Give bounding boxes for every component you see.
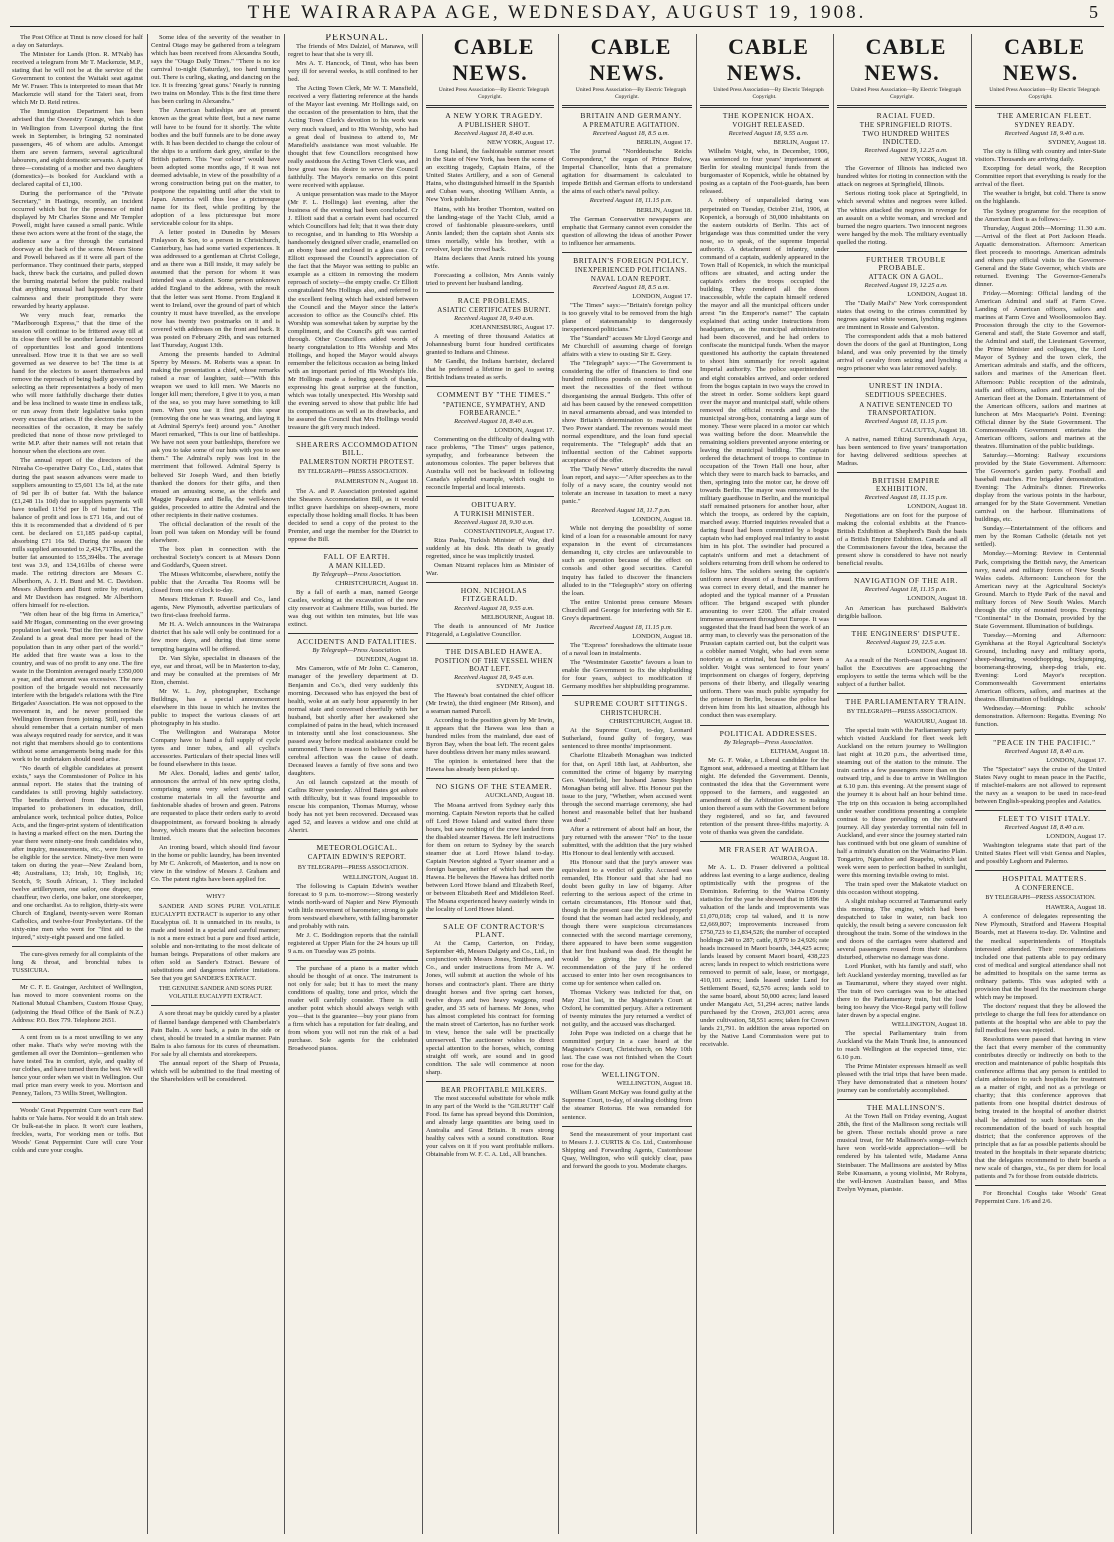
paragraph: Messrs Hickman F. Russell and Co., land agents, New Plymouth, advertise particulars of two first-class freehold farms.	[151, 596, 280, 620]
advertisement: Mr C. F. E. Grainger, Architect of Wellington, has moved to more convenient rooms on the National Mutual Chambers, Custom House Quay, (adjoining the Head Office of the Bank of N.Z.) Address: P.O. Box 779. Telephone 2651.	[12, 984, 143, 1024]
paragraph: His Honour said that the jury's answer was equivalent to a verdict of guilty. Accused was remanded, His Honour said that she had no doubt been guilty in law of bigamy. After referring to the serious aspect of the crime in certain circumstances, His Honour said that, though in the present case the jury had properly found that the woman had acted recklessly, and though there were suspicious circumstances connected with the second marriage ceremony, there appeared to have been some suggestion that her first husband was dead. He thought he would be giving the effect to the recommendation of the jury if he ordered accused to enter into her own recognisances to come up for sentence when called on.	[562, 859, 692, 987]
dateline: NEW YORK, August 17.	[487, 139, 554, 147]
cable-news-banner: CABLE NEWS.	[726, 34, 809, 85]
paragraph: Commenting on the difficulty of dealing with race problems, "The Times" urges patience, sympathy, and forbearance between the autonomous colonies. The paper believes that Australia will not be backward in following Canada's splendid example, which ought to reconcile Imperial and local interests.	[426, 435, 554, 491]
column-8	[975, 34, 1106, 1534]
headline: FLEET TO VISIT ITALY.	[998, 813, 1091, 823]
paragraph: Wilhelm Voight, who, in December, 1906, was sentenced to four years' imprisonment at Berlin for stealing municipal funds from the burgomaster of Kopenick, while he obtained by posing as a captain of the Foot-guards, has been released.	[700, 148, 829, 196]
divider	[12, 946, 143, 947]
ad-heading: WHY?	[206, 892, 225, 900]
headline: RACE PROBLEMS.	[457, 295, 531, 305]
divider	[562, 1126, 692, 1127]
headline: SHEARERS ACCOMMODATION BILL.	[296, 440, 418, 458]
received-line: Received August 18, 11.15 p.m.	[864, 417, 948, 425]
subheadline: "PATIENCE, SYMPATHY, AND FORBEARANCE."	[442, 400, 546, 417]
dateline: WAIROA, August 18.	[770, 855, 829, 863]
dateline: WELLINGTON, August 18.	[616, 1080, 692, 1088]
ad-heading: BEAR PROFITABLE MILKERS.	[440, 1086, 548, 1095]
headline: POLITICAL ADDRESSES.	[719, 728, 818, 738]
dateline: LONDON, August 18.	[907, 290, 967, 298]
column-2	[151, 34, 280, 1534]
paragraph: A conference of delegates representing the New Plymouth, Stratford and Hawera Hospital Boards, met at Hawera to-day. Dr. Valintine and the medical superintendents of Hospitals interested attended. Their recommendations included one that patients able to pay ordinary cost of medical and surgical attendance shall not be admitted to hospitals on the same terms as ordinary patients. This was adopted with a provision that the board fix the maximum charge which may be imposed.	[975, 913, 1106, 1001]
press-association-note: United Press Association—By Electric Telegraph Copyright.	[438, 87, 550, 100]
paragraph: While not denying the possibility of some kind of a loan for a reasonable amount for navy expansion in the event of circumstances demanding it, city circles are unfavourable to such an operation because of the effect on consols and other good securities. Careful inquiry has failed to discover the financiers alluded to in the "Telegraph's" story on offering the loan.	[562, 525, 692, 597]
paragraph: The Post Office at Tinui is now closed for half a day on Saturdays.	[12, 34, 143, 50]
received-line: Received August 18, 8.5 a.m.	[592, 130, 670, 138]
paragraph: Forecasting a collision, Mrs Annis vainly tried to prevent her husband landing.	[426, 271, 554, 287]
received-line: Received August 18, 8.40 a.m.	[1004, 823, 1085, 831]
paragraph: The "Express" foreshadows the ultimate issue of a naval loan in instalments.	[562, 641, 692, 657]
headline: SUPREME COURT SITTINGS.	[574, 699, 688, 709]
paragraph: The city is filling with country and inter-State visitors. Thousands are arriving daily.	[975, 148, 1106, 164]
received-line: Received August 18, 11.15 p.m.	[589, 197, 673, 205]
advertisement: Send the measurement of your important cast to Messrs J. J. CURTIS & Co. Ltd., Customhouse Shipping and Forwarding Agents, Customhouse Quay, Wellington, who will quickly clear, pass and forward the goods to you. Moderate charges.	[562, 1130, 692, 1170]
advertisement: Woods' Great Peppermint Cure won't cure Bad habits or Yale hams. Nor would it do an Irish stew. Or bulk-eat-the in place. It won't cure leathers, freckles, warts, For working men or toffs. But Woods' Great Peppermint Cure will cure Your colds and cure your coughs.	[12, 1107, 143, 1155]
byline: By Telegraph—Press Association.	[723, 738, 814, 746]
paragraph: The Misses Whitcombe, elsewhere, notify the public that the Arcadia Tea Rooms will be closed from one o'clock to-day.	[151, 571, 280, 595]
paragraph: The correspondent adds that a mob battered down the doors of the gaol at Huntington, Long Island, and was only prevented by the timely arrival of cavalry from seizing and lynching a negro prisoner who was later removed safely.	[837, 333, 967, 373]
paragraph: At the Town Hall on Friday evening, August 28th, the first of the Mallinson song recitals will be given. These recitals should prove a rare musical treat, for Mr Mallinson's songs—which have won world-wide appreciation—will be rendered by his talented wife, Madame Anna Steinbauer. The Mallinsons are assisted by Miss Rebe Kussmann, a young violinist, Mr Robyns, the well-known Australian basso, and Miss Evelyn Wyman, pianiste.	[837, 1113, 967, 1193]
subheadline: ASIATIC CERTIFICATES BURNT.	[437, 306, 551, 315]
paragraph: Mrs A. T. Hancock, of Tinui, who has been very ill for several weeks, is still confined to her bed.	[288, 60, 418, 84]
paragraph: The death is announced of Mr Justice Fitzgerald, a Legislative Councillor.	[426, 622, 554, 638]
paragraph: The special Parliamentary train from Auckland via the Main Trunk line, is announced to reach Wellington at the expected time, viz: 6.10 p.m.	[837, 1029, 967, 1061]
divider	[562, 695, 692, 696]
dateline: CALCUTTA, August 18.	[900, 426, 967, 434]
headline: COMMENT BY "THE TIMES."	[437, 390, 551, 400]
divider	[975, 870, 1106, 871]
divider	[288, 839, 418, 840]
byline: BY TELEGRAPH—PRESS ASSOCIATION.	[985, 895, 1096, 902]
headline: SALE OF CONTRACTOR'S PLANT.	[443, 922, 545, 940]
subheadline: NAVAL LOAN REPORT.	[590, 274, 672, 283]
column-7	[837, 34, 967, 1534]
received-line: Received August 18, 9.40 a.m.	[1004, 130, 1085, 138]
dateline: BERLIN, August 17.	[773, 139, 829, 147]
column-divider	[696, 34, 697, 1534]
paragraph: Hains, with his brother Thornton, waited on the landing-stage of the Yacht Club, amid a crowd of fashionable pleasure-seekers, until Annis landed; then the captain shot Annis six times mortally, while his brother, with a revolver, kept the crowd back.	[426, 205, 554, 253]
headline: THE DISABLED HAWEA.	[445, 646, 543, 656]
press-association-note: United Press Association—By Electric Telegraph Copyright.	[575, 87, 687, 100]
paragraph: The Governor of Illinois has indicted two hundred whites for rioting in connection with the attack on negroes at Springfield, Illinois.	[837, 165, 967, 189]
divider	[975, 105, 1106, 108]
column-divider	[558, 34, 559, 1534]
headline: BRITAIN AND GERMANY.	[580, 111, 682, 120]
paragraph: The journal "Norddeutsche Reichs Correspondenz," the organ of Prince Bulow, Imperial Chancellor, hints that a premature agitation for disarmament is calculated to impede British and German efforts to understand the aims of each other's naval policy.	[562, 148, 692, 196]
divider	[562, 105, 692, 108]
dateline: LONDON, August 17.	[494, 426, 554, 434]
subheadline: SYDNEY READY.	[1014, 121, 1075, 130]
paragraph: John Pope was indicted on a charge that he committed perjury in a case heard at the Magistrate's Court, Christchurch, on May 10th last. The case was not finished when the Court rose for the day.	[562, 1030, 692, 1070]
masthead	[0, 0, 1114, 26]
dateline: LONDON, August 18.	[632, 632, 692, 640]
paragraph: Long Island, the fashionable summer resort in the State of New York, has been the scene of an exciting tragedy, Captain Hains, of the United States Artillery, and a son of General Hains, who distinguished himself in the Spanish and Cuban wars, shooting William Annis, a New York publisher.	[426, 148, 554, 204]
subheadline: CHRISTCHURCH.	[600, 709, 662, 718]
paragraph: Mr W. L. Joy, photographer, Exchange Buildings, has a special announcement elsewhere in this issue in which he invites the public to inspect the various classes of art photography in his studio.	[151, 687, 280, 727]
advertisement: For Bronchial Coughs take Woods' Great Peppermint Cure. 1/6 and 2/6.	[975, 1189, 1106, 1205]
divider	[426, 778, 554, 779]
divider	[288, 633, 418, 634]
dateline: LONDON, August 18.	[907, 595, 967, 603]
headline: BRITISH EMPIRE EXHIBITION.	[872, 475, 940, 493]
advertisement: A cent from us is a most unwilling to we any other make. That's why we're moving with the gentlemen all over the Dominion—gentlemen who have tested Tea in comfort, style, and quality of our clothes, and have turned them the best. We will hence your order when we visit in Wellington. Our mail price man every week to you. Morrison and Penney, Tailors, 73 Willis Street, Wellington.	[12, 1033, 143, 1097]
received-line: Received August 18, 8.5 a.m.	[592, 283, 670, 291]
paragraph: Thursday, August 20th—Morning: 11.30 a.m.—Arrival of the fleet at Port Jackson Heads. Aquatic demonstration. Afternoon: American fleet proceeds to moorings. American admirals and others pay official visits to the Governor-General and the State Governor, which visits are returned. Evening: The Governor-General's dinner.	[975, 224, 1106, 288]
paragraph: An American has purchased Baldwin's dirigible balloon.	[837, 604, 967, 620]
dateline: SYDNEY, August 18.	[496, 682, 554, 690]
received-line: Received August 18, 9.55 a.m.	[454, 604, 534, 612]
paragraph: The "Daily News" utterly discredits the naval loan report, and says:—"After speeches as to the folly of a navy scare, the country would not tolerate an increase in taxation to meet a navy panic."	[562, 465, 692, 506]
page-number: 5	[1089, 2, 1098, 22]
headline: FALL OF EARTH.	[323, 551, 391, 561]
dateline: NEW YORK, August 18.	[900, 156, 967, 164]
cable-news-banner: CABLE NEWS.	[1002, 34, 1085, 85]
paragraph: The Acting Town Clerk, Mr W. T. Mansfield, received a very flattering reference at the hands of the Mayor last evening. Mr Hollings said, on the occasion of the presentation to him, that the Acting Town Clerk's devotion to his work was very much valued, and to His Worship, who had a great deal of business to attend to, Mr Mansfield's assistance was most valuable. He thought that few Councillors recognised how really assiduous the Acting Town Clerk was, and how great was his desire to serve the Council faithfully. The Mayor's remarks on this point were received with applause.	[288, 85, 418, 189]
received-line: Received August 18, 11.15 p.m.	[864, 586, 948, 594]
paragraph: The annual report of the Sharp of Prussia, which will be submitted to the final meeting of the Shareholders will be considered.	[151, 1059, 280, 1083]
paragraph: Serious rioting took place at Springfield, in which several whites and negroes were killed. The whites attacked the negroes in revenge for an assault on a white woman, and wrecked and burned the negro quarters. Two innocent negroes were hanged by the mob. The military eventually quelled the rioting.	[837, 190, 967, 246]
paragraph: "The Times" says:—"Britain's foreign policy is too gravely vital to be removed from the high plane of statesmanship to dangerously inexperienced politicians."	[562, 301, 692, 334]
paragraph: The Wellington and Wairarapa Motor Company have to hand a full supply of cycle tyres and inner tubes, and all cyclist's accessories. Particulars of their special lines will be found elsewhere in this issue.	[151, 728, 280, 769]
divider	[975, 810, 1106, 811]
paragraph: At the Camp, Carterton, on Friday, September 4th, Messrs Dalgety and Co., Ltd., in conjunction with Messrs Jones, Smithsons, and Co., and under instructions from Mr A. W. Jones, will submit at auction the whole of his horses and contractor's plant. There are thirty draught horses and five spring cart horses, twelve drays and two heavy waggons, road grader, and 35 sets of harness. Mr Jones, who has almost completed his contract for forming the main street of Carterton, has no further work in view, hence the sale will be practically unreserved. The auctioneer wishes to direct special attention to the horses, which, coming straight off work, are sound and in good condition. The sale will commence at noon sharp.	[426, 940, 554, 1077]
paragraph: As a result of the North-east Coast engineers' ballot the Executives are approaching the employers to settle the terms which will be the subject of a further ballot.	[837, 656, 967, 688]
paragraph: Lord Plunket, with his family and staff, who left Auckland yesterday morning, travelled as far as Taumarunui, where they stayed over night. The train of two carriages was to be attached there to the Parliamentary train, but the load being too heavy the Vice-Regal party will follow later drawn by a special engine.	[837, 963, 967, 1019]
dateline: SYDNEY, August 18.	[1048, 139, 1106, 147]
headline: FURTHER TROUBLE PROBABLE.	[866, 254, 946, 272]
paragraph: Mr Gandhi, the Indians barrister, declared that he preferred a lifetime in gaol to seeing British Indians treated as serfs.	[426, 358, 554, 382]
divider	[837, 472, 967, 473]
dateline: AUCKLAND, August 18.	[485, 792, 554, 800]
received-line: Received August 18, 11.7 p.m.	[591, 507, 671, 515]
paragraph: Some idea of the severity of the weather in Central Otago may be gathered from a telegram which has been received from Alexandra South, says the "Otago Daily Times." "There is no ice carnival to-night (Saturday), too hard turning out. There is curling, skating, and dancing on the ice. It is freezing 'great guns.' Nearly is running two trains on Monday. This is the first time there has been curling in Alexandra."	[151, 34, 280, 106]
subheadline: TWO HUNDRED WHITES INDICTED.	[862, 130, 950, 147]
paragraph: "We often hear of the big firms in America," said Mr Hogan, commenting on the ever growing population last week. "But the fire wastes in New Zealand is a great deal more per head of the population than in any other part of the world." He added that fire waste was a loss to the country, and was of no profit to any one. The fire waste in the Dominion averaged nearly £350,000 a year, and that amount was excessive. The new position of the brigade would not necessarily interfere with the brigade's relations with the Fire Brigades' Association. He was not opposed to the movement in, and he never promised the Wellington firemen from joining. Still, reprisals should remember that a certain number of men was always required ready for service, and it was not right that members should go to contentions without some arrangements being made for this work to be undertaken should need arise.	[12, 611, 143, 764]
column-divider	[833, 34, 834, 1534]
paragraph: By a fall of earth a man, named George Castles, working at the excavation of the new city reservoir at Cashmere Hills, was buried. He was dug out within ten minutes, but life was extinct.	[288, 589, 418, 629]
divider	[151, 1005, 280, 1006]
divider	[426, 582, 554, 583]
subheadline: A PUBLISHER SHOT.	[457, 121, 531, 130]
subheadline: INEXPERIENCED POLITICIANS.	[574, 265, 688, 274]
headline: THE AMERICAN FLEET.	[997, 111, 1092, 120]
paragraph: Mr H. A. Welch announces in the Wairarapa district that his sale will only be continued for a few more days, and during that time some tempting bargains will be offered.	[151, 621, 280, 653]
received-line: Received August 19, 12.5 a.m.	[866, 638, 946, 646]
column-3	[288, 34, 418, 1534]
paragraph: Mr Alex. Donald, ladies and gents' tailor, announces the arrival of his new spring cloths, comprising some very select suitings and costume materials in all the favourite and fashionable shades of brown and green. Patrons are requested to place their orders early to avoid disappointment, as forward booking is already heavy, which means that the selection becomes limited.	[151, 770, 280, 842]
subheadline: A CONFERENCE.	[1014, 884, 1075, 893]
headline: THE PARLIAMENTARY TRAIN.	[845, 696, 967, 706]
paragraph: The Hawea's boat contained the chief officer (Mr Irwin), the third engineer (Mr Ritson), and a seaman named Purcell.	[426, 691, 554, 716]
dateline: WELLINGTON, August 18.	[342, 873, 418, 881]
cable-news-banner: CABLE NEWS.	[589, 34, 672, 85]
paragraph: A meeting of three thousand Asiatics at Johannesburg burnt four hundred certificates granted to Indians and Chinese.	[426, 333, 554, 357]
column-4	[426, 34, 554, 1534]
divider	[426, 496, 554, 497]
advertisement: THE GENUINE SANDER AND SONS PURE VOLATILE EUCALYPTI EXTRACT.	[158, 986, 273, 1001]
byline: By Telegraph—Press Association.	[312, 647, 402, 655]
headline: HOSPITAL MATTERS.	[1002, 874, 1087, 884]
paragraph: The official declaration of the result of the loan poll was taken on Monday will be found elsewhere.	[151, 520, 280, 544]
headline: HON. NICHOLAS FITZGERALD.	[460, 586, 528, 604]
divider	[151, 888, 280, 889]
divider	[837, 251, 967, 252]
column-divider	[422, 34, 423, 1534]
divider	[426, 292, 554, 293]
headline: MR FRASER AT WAIROA.	[718, 845, 819, 855]
paragraph: Among the presents handed to Admiral Sperry by Messrs. M. Roberts was a spear. In making the presentation a chief, whose remarks raised a roar of laughter, said:—"With this weapon we used to kill men. We Maoris no longer kill men; therefore, I give it to you, a man of the sea, so you may have something to kill men. When you use it first put this spear (removing the one he was wearing, and laying it at Admiral Sperry's feet) around you." Another Maori remarked, "This is our line of battleships. We have not seen your battleships, therefore we ask you to take some of our huts with you to see them." The Admiral's reply was lost in the merriment that followed. Admiral Sperry is believed Sir Joseph Ward, and then briefly thanked the donors for their gifts, and then ensued an amusing scene, as the chiefs and Maggie Papakura and Bella, the well-known guides, proceeded to attire the Admiral and the other recipients in their native costumes.	[151, 350, 280, 519]
column-5	[562, 34, 692, 1534]
received-line: Received August 18, 9.55 a.m.	[728, 130, 809, 138]
paragraph: The "Westminster Gazette" favours a loan to enable the Government to fix the shipbuilding for four years, subject to modification if Germany modifies her shipbuilding programme.	[562, 659, 692, 691]
paragraph: Osman Nizami replaces him as Minister of War.	[426, 562, 554, 578]
paragraph: The train sped over the Makatote viaduct on this occasion without stopping.	[837, 880, 967, 897]
subheadline: THE SPRINGFIELD RIOTS.	[859, 121, 953, 130]
paragraph: The opinion is entertained here that the Hawea has already been picked up.	[426, 758, 554, 774]
paragraph: An ironing board, which should find favour in the home or public laundry, has been invented by Mr C. Ankcroft, of Masterton, and is now on view in the window of Messrs J. Graham and Co. The patent rights have been applied for.	[151, 843, 280, 883]
divider	[426, 643, 554, 644]
cable-news-banner: CABLE NEWS.	[864, 34, 947, 85]
byline: By Telegraph—Press Association.	[312, 570, 402, 578]
paragraph: The Minister for Lands (Hon. R. M'Nab) has received a telegram from Mr T. Mackenzie, M.P., stating that he will not be at the service of the Government to contest the Waitaki seat against Mr W. Fraser. This is interpreted to mean that Mr Mackenzie will stand for the Taieri seat, from which Mr D. Reid retires.	[12, 51, 143, 107]
paragraph: "No dearth of eligible candidates at present exists," says the Commissioner of Police in his annual report. He states that the training of candidates is still proving highly satisfactory. The benefits derived from the instruction imparted to probationers in education, drill, ambulance work, technical police duties, Police Acts, and the finger-print system of identification is having a marked effect on the men. During the year there were ninety-one fresh candidates who, after inquiry, measurements, etc., were found to be eligible for the service. Ninety-five men were taken on during the year—New Zealand born, 48; Australians, 13; Irish, 10; English, 16; Scotch, 9; South African, 1. They included twelve artillerymen, one sailor, one draper, one chauffeur, two clerks, one baker, one storekeeper, and one orchardist. As to religion, thirty-six were Church of England, twenty-seven were Roman Catholics, and twelve-four Presbyterians. Of the sixty-nine men who went for "first aid to the injured," sixty-eight passed and one failed.	[12, 765, 143, 942]
masthead-rule	[10, 26, 1104, 27]
dateline: LONDON, August 18.	[632, 516, 692, 524]
headline: "PEACE IN THE PACIFIC."	[993, 737, 1096, 747]
paragraph: Wednesday.—Morning: Public schools' demonstration. Afternoon: Regatta. Evening: No function.	[975, 705, 1106, 729]
subheadline: A NATIVE SENTENCED TO TRANSPORTATION.	[859, 400, 953, 417]
headline: THE MALLINSON'S.	[866, 1103, 946, 1113]
divider	[837, 625, 967, 626]
advertisement: SANDER AND SONS PURE VOLATILE EUCALYPTI EXTRACT is superior to any other Eucalyptus oil. It is unmatched in its results, is made and tested in a special and careful manner; is not a mere extract but a pure and fixed article, soluble and non-irritating to the most delicate of human beings. Preparations of other makers are often sold as Sander's Extract. Beware of substitutions and dangerous inferior imitations. See that you get SANDER'S EXTRACT.	[151, 902, 280, 983]
headline: A NEW YORK TRAGEDY.	[445, 111, 543, 120]
cable-news-banner: CABLE NEWS.	[452, 34, 535, 85]
paragraph: The weather is bright, but cold. There is snow on the highlands.	[975, 190, 1106, 206]
dateline: WAIOURU, August 18.	[903, 718, 967, 726]
paragraph: Sunday.—Entertainment of the officers and men by the Roman Catholic (details not yet settled).	[975, 525, 1106, 549]
dateline: ELTHAM, August 18.	[770, 747, 829, 755]
received-line: Received August 18, 8.40 a.m.	[454, 417, 534, 425]
divider	[288, 960, 418, 961]
paragraph: According to the position given by Mr Irwin, it appears that the Hawea was less than a hundred miles from the mainland, due east of Byron Bay, when the boat left. The recent gales have doubtless driven her many miles seaward.	[426, 717, 554, 757]
divider	[837, 693, 967, 694]
divider	[12, 979, 143, 980]
paragraph: Mr A. L. D. Fraser delivered a political address last evening to a large audience, dealing optimistically with the progress of the Dominion. Referring to the Wairoa County statistics for the year he showed that in 1896 the valuation of the lands and improvements was £1,070,018; crop tal valued, and it is now £2,669,807; improvements increased from £750,723 to £1,834,526; the number of occupied holdings 240 to 287; cattle, 8,970 to 24,926; rate heads increased in Maori boards, 344,425 acres; lands leased by consent Maori board, 438,223 acres; lands in respect to which restrictions were removed to permit of sale, lease, or mortgage, 410,101 acres; lands leased under Land for Settlement Board, 62,576 acres; lands sold to the same board, about 50,000 acres; land leased under Mangatu Act, 51,294 acres; native lands purchased by the Crown, 263,001 acres; area under cultivation, 58,551 acres; taken for Crown lands 21,791. In addition the areas reported on by the Native Land Commission were put to receivable.	[700, 864, 829, 1049]
paragraph: The German Conservative newspapers are emphatic that Germany cannot even consider the question of allowing the ideas of another Power to influence her armaments.	[562, 215, 692, 247]
paragraph: A native, named Ethiraj Surendranath Arya, has been sentenced to five years' transportation for having delivered seditious speeches at Madras.	[837, 435, 967, 467]
dateline: MELBOURNE, August 18.	[481, 613, 554, 621]
paragraph: The Sydney programme for the reception of the American fleet is as follows:—	[975, 207, 1106, 223]
received-line: Received August 18, 11.15 p.m.	[589, 623, 673, 631]
paragraph: The box plan in connection with the orchestral Society's concert is at Messrs Donn and Goddard's, Queen street.	[151, 545, 280, 570]
byline: BY TELEGRAPH—PRESS ASSOCIATION.	[297, 864, 409, 871]
headline: THE KOPENICK HOAX.	[722, 111, 815, 120]
column-divider	[971, 34, 972, 1534]
dateline: LONDON, August 17.	[1046, 756, 1106, 764]
paragraph: A unique presentation was made to the Mayor (Mr F. L. Hollings) last evening, after the business of the evening had been concluded. Cr J. Elliott said that a certain event had occurred which Councillors had felt; that it was their duty to recognise, and in handing to His Worship a handsomely designed silver cradle, enamelled on an ebony base and enclosed in a glass case. Cr Elliott expressed the Council's appreciation of the fact that the Mayor was setting to public an example as a citizen in removing the modern reproach of society—the empty cradle. Cr Elliott congratulated Mrs Hollings also, and referred to the excellent feeling which had existed between the Council and the Mayor since the latter's accession to office as the Council's chief. His Worship was somewhat taken by surprise by the compliment, and the Council's gift was carried through. Other Councillors added words of hearty congratulation to His Worship and Mrs Hollings, and hoped the Mayor would always remember the felicitous occasion as being linked with an important period of His Worship's life. Mr Hollings made a feeling speech of thanks, expressing his great surprise at the function, which was totally unexpected. His Worship said the evening served to show that public life had its compensations as well as its drawbacks, and he assured the Council that Mrs Hollings would treasure the gift very much indeed.	[288, 190, 418, 432]
column-divider	[284, 34, 285, 1534]
headline: THE ENGINEERS' DISPUTE.	[851, 628, 961, 638]
paragraph: Negotiations are on foot for the purpose of making the colonial exhibits at the Franco-British Exhibition at Shepherd's Bush the basis of a British Empire Exhibition. Canada and all the Commissioners favour the idea, because the present show is considered to have not nearly beneficial results.	[837, 512, 967, 568]
paragraph: Monday.—Morning: Review in Centennial Park, comprising the British navy, the American navy, naval and military forces of New South Wales cadets. Afternoon: Luncheon for the American navy at the Agricultural Society's Ground. March to Hyde Park of the naval and military forces of New South Wales. March through the city of mounted troops. Evening: "Continental" in the Domain, provided by the State Government. Illumination of buildings.	[975, 550, 1106, 630]
subheadline: A MAN KILLED.	[328, 561, 386, 570]
headline: BRITAIN'S FOREIGN POLICY.	[573, 255, 689, 265]
subheadline: A TURKISH MINISTER.	[453, 510, 535, 519]
received-line: Received August 18, 8.40 a.m.	[454, 130, 534, 138]
paragraph: At the Supreme Court, to-day, Leonard Sutherland, found guilty of forgery, was sentenced to three months' imprisonment.	[562, 727, 692, 751]
press-association-note: United Press Association—By Electric Telegraph Copyright.	[850, 87, 962, 100]
paragraph: During the performance of the "Private Secretary," in Hastings, recently, an incident occurred which but for the presence of mind displayed by Mr Charles Stone and Mr Templer Powell, might have caused a small panic. While these two actors were at the front of the stage, the audience saw a fire through the curtained doorway at the back of the scene. Messrs Stone and Powell behaved as if it were all part of the performance. They continued their parts, stepped back, threw back the curtains, and pulled down the burning material before the public realised that anything unusual had happened. For their calmness and their promptitude they were rewarded by hearty applause.	[12, 189, 143, 310]
paragraph: The Immigration Department has been advised that the Oswestry Grange, which is due in Wellington from Liverpool during the first week in September, is bringing 52 nominated passengers, 46 of whom are adults. Amongst them are seven farmers, several agricultural labourers, and eight domestic servants. A party of three—consisting of a mother and two daughters (domestics)—is booked for Auckland with a declared capital of £1,100.	[12, 108, 143, 188]
divider	[837, 1099, 967, 1100]
subheadline: POSITION OF THE VESSEL WHEN BOAT LEFT.	[434, 656, 554, 673]
received-line: Received August 18, 9.40 a.m.	[454, 315, 534, 323]
paragraph: The following is Captain Edwin's weather forecast to 9 p.m. to-morrow:—Strong westerly winds north-ward of Napier and New Plymouth with little movement of barometer; strong to gale from westward elsewhere, with falling barometer and probably with rain.	[288, 882, 418, 930]
divider	[837, 572, 967, 573]
paragraph: Dr. Van Slyke, specialist in diseases of the eye, ear and throat, will be in Masterton to-day, and may be consulted at the premises of Mr Eton, chemist.	[151, 654, 280, 686]
press-association-note: United Press Association—By Electric Telegraph Copyright.	[989, 87, 1100, 100]
dateline: CONSTANTINOPLE, August 17.	[464, 528, 554, 536]
dateline: HAWERA, August 18.	[1045, 904, 1106, 912]
received-line: Received August 19, 12.25 a.m.	[864, 147, 948, 155]
received-line: Received August 19, 12.25 a.m.	[864, 281, 948, 289]
press-association-note: United Press Association—By Electric Telegraph Copyright.	[713, 87, 824, 100]
received-line: Received August 18, 9.45 a.m.	[454, 673, 534, 681]
paragraph: Riza Pasha, Turkish Minister of War, died suddenly at his desk. His death is greatly regretted, since he was implicitly trusted.	[426, 537, 554, 561]
paragraph: The entire Unionist press censure Messrs Churchill and George for interfering with Sir E. Grey's department.	[562, 598, 692, 622]
dateline: LONDON, August 18.	[907, 647, 967, 655]
paragraph: The A. and P. Association protested against the Shearers Accommodation Bill, as it would inflict grave hardships on sheep-owners, more especially those holding small flocks. It has been decided to send a copy of the protest to the Premier, and urge the member for the District to oppose the Bill.	[288, 487, 418, 543]
paragraph: The American battleships are at present known as the great white fleet, but a new name will have to be found for it shortly. The white bodies and the buff funnels are to be done away with. It has been decided to change the colour of the ships to a uniform dark grey, similar to the British pattern. This "war colour" would have been adopted some months ago, if it was not deemed advisable, in view of the possibility of a wrong construction being put on the matter, to postpone the repainting until after the visit to Japan. America will thus lose a picturesque name for its fleet, while profiting by the adoption of a less picturesque but more serviceable colour for its ships.	[151, 107, 280, 228]
divider	[12, 1102, 143, 1103]
headline: UNREST IN INDIA.	[868, 381, 944, 391]
dateline: CHRISTCHURCH, August 18.	[609, 718, 692, 726]
dateline: LONDON, August 18.	[907, 503, 967, 511]
paragraph: Thomas Vickery was indicted for that, on May 21st last, in the Magistrate's Court at Oxford, he committed perjury. After a retirement of twenty minutes the jury returned a verdict of not guilty, and the accused was discharged.	[562, 988, 692, 1029]
paragraph: Charlotte Elizabeth Monaghan was indicted for that, on April 18th last, at Ashburton, she committed the crime of bigamy by marrying Geo. Waterfield, her husband James Stephen Monaghan being still alive. His Honour put the issue to the jury, "Whether, when accused went through the second marriage ceremony, she had honest and reasonable belief that her husband was dead."	[562, 752, 692, 824]
paragraph: Resolutions were passed that having in view the fact that every member of the community contributes directly or indirectly on both to the erection and maintenance of public hospitals this conference affirms that any person is entitled to claim admission to such hospitals for treatment as a matter of right, and not as a privilege or charity; that this conference approves that patients from one hospital district desirous of being treated in the hospital of another district shall be admitted to such hospitals on the recommendation of the board of such hospital district; that the conference approves of the principle that as far as possible patients should be treated in the hospitals in their separate districts; that the delegates recommend to their boards a new scale of charges, viz., 6s per diem for local patients and 7s for those from outside districts.	[975, 1036, 1106, 1180]
subheadline: VOIGHT RELEASED.	[732, 121, 805, 130]
dateline: BERLIN, August 18.	[636, 206, 692, 214]
dateline: JOHANNESBURG, August 17.	[469, 324, 554, 332]
paragraph: Saturday.—Morning: Railway excursions provided by the State Government. Afternoon: The Governor's garden party. Football and baseball matches. Fire brigades' demonstration. Evening: The Admiral's dinner. Fireworks display from the various points in the harbour, arranged for by the State Government. Venetian carnival on the harbour. Illuminations of buildings, etc.	[975, 451, 1106, 524]
section-heading: PERSONAL.	[325, 34, 389, 43]
divider	[975, 734, 1106, 735]
divider	[837, 377, 967, 378]
paragraph: A robbery of unparalleled daring was perpetrated on Tuesday, October 21st, 1906, at Kopenick, a borough of 30,000 inhabitants on the eastern outskirts of Berlin. This act of brigandage was thus committed under the very nose, so to speak, of the supreme Imperial authority. A detachment of infantry, under command of a captain, suddenly appeared in the Town Hall of Kopenick, in which the municipal offices are situated, and acting under the captain's orders the troops occupied the building. They rendered all the doors inaccessible, while the captain himself ordered the mayor and all the municipal officers under arrest "in the Emperor's name!" The captain explained that acting under instructions from headquarters, as the municipal administration had been discovered, and he had orders to confiscate the municipal funds. When the mayor questioned his authority the captain threatened to shoot him summarily for revolt against Imperial authority. The police superintendent and eight constables arrived, and order ordered from the bogus captain in two ways the crowd in the street in order. Some soldiers kept guard over the mayor and municipal staff, while others removed the official records and also the municipal strong-box, containing a large sum of money. These were placed in a motor car which was waiting before the door. Meanwhile the remaining soldiers prevented anyone entering or leaving the municipal building. The captain ordered the detachment of troops to continue in occupation of the Town Hall one hour, after which they were to march back to barracks, and then, springing into the motor car, he drove off towards Berlin. The mayor was removed to the military guardhouse in Berlin, and the municipal staff remained prisoners for another hour, after which the troops, as ordered by the captain, marched away. Hurried inquiries revealed that a daring fraud had been committed by a bogus captain who had employed real infantry to assist him in his plot. The swindler had procured a captain's uniform and met a detachment of soldiers returning from drill whom he ordered to follow him. The soldiers seeing the captain's uniform never dreamt of a fraud. His uniform was correct in every detail, and the manner he adopted and the typical manner of a Prussian officer. The brigand escaped with plunder amounting to over £200. The affair created immense amusement throughout Europe. It was suggested that the fraud had been the work of an army man, to cleverly was the personation of the Prussian captain carried out, but the culprit was a cobbler named Voight, who had even some notoriety as a criminal, but had never been a soldier. Voight was sentenced to four years' imprisonment on charges of forgery, depriving persons of their liberty, and illegally wearing uniform. There was much public sympathy for the prisoner in Berlin, because the police had driven him from his last situation, although his conduct then was exemplary.	[700, 197, 829, 720]
paragraph: Mrs Cameron, wife of Mr John C. Cameron, manager of the jewellery department at D. Benjamin and Co.'s, died very suddenly this morning. Deceased who has enjoyed the best of health, woke at an early hour apparently in her normal state and conversed cheerfully with her husband, but shortly after her awakened she complained of pains in the head, which increased in intensity until she lost consciousness. She passed away before medical assistance could be summoned. There is reason to believe that some cerebral affection was the cause of death. Deceased leaves a family of five sons and two daughters.	[288, 665, 418, 778]
subheadline: SEDITIOUS SPEECHES.	[865, 391, 947, 400]
dateline: DUNEDIN, August 18.	[356, 656, 418, 664]
paragraph: Friday.—Morning: Official landing of the American Admiral and staff at Farm Cove. Landing of American officers, sailors and marines at Farm Cove and Woolloomooloo Bay. Procession through the city to the Governor-General and staff, the State Governor and staff, the Admiral and staff, the Lieutenant Governor, the Prime Minister and colleagues, the Lord Mayor of Sydney and the town clerk, the American admirals and staffs, and the officers, sailors and marines of the American fleet. Afternoon: Public reception of the admirals, staffs and officers, sailors and marines of the American fleet at the Domain. Entertainment of the American officers, sailors and marines at luncheon at Mrs Macquarie's Point. Evening: Official dinner by the State Government. The Commonwealth Government entertains the American officers, sailors and marines at the theatres. Illumination of the public buildings.	[975, 289, 1106, 450]
paragraph: Tuesday.—Morning and Afternoon: Gymkhana at the Royal Agricultural Society's Ground, including navy and military sports, sheep-shearing, woodchopping, buckjumping, boomerang-throwing, sheep-dog trials, etc. Evening: Lord Mayor's reception. Commonwealth Government entertains American officers, sailors, and marines at the theatres. Illumination of buildings.	[975, 631, 1106, 704]
paragraph: Excepting for detail work, the Reception Committee report that everything is ready for the arrival of the fleet.	[975, 165, 1106, 189]
divider	[426, 918, 554, 919]
headline: RACIAL FUED.	[876, 111, 936, 120]
masthead-title: THE WAIRARAPA AGE, WEDNESDAY, AUGUST 19, 1908.	[247, 2, 867, 23]
paragraph: An oil launch capsized at the mouth of Catlins River yesterday. Alfred Bates got ashore with difficulty, but it was found impossible to rescue his companion, Thomas Murray, whose body has not yet been recovered. Deceased was aged 52, and leaves a widow and one child at Aheriri.	[288, 779, 418, 835]
advertisement: The cure-gives remedy for all complaints of the lung & throat, and bronchial tubes is TUSSICURA.	[12, 951, 143, 975]
headline: METEOROLOGICAL.	[316, 843, 398, 853]
paragraph: The annual report of the directors of the Nireaha Co-operative Dairy Co., Ltd., states that during the past season advances were made to suppliers amounting to £5,601 13s 1d, at the rate of 9d per lb of butter fat. With the balance (£1,248 11s 10d) due to suppliers payments will have totalled 11½d per lb of butter fat. The balance of profit and loss is £71 16s, and out of this it is recommended that a dividend of 6 per cent. be declared on £1,185 paid-up capital, absorbing £71 16s 9d. During the season the mills supplied amounted to 2,434,717lbs, and the butter fat amounted to 155,394lbs. The average test was 3.9, and 134,161lbs of cheese were made. The retiring directors are Messrs C. Alberthorn, A. J. H. Bunt and M. C. Davidson. Messrs Alberthorn and Bunt retire by rotation, and Mr Davidson has resigned. Mr Alberthorn offers himself for re-election.	[12, 457, 143, 610]
paragraph: Mr J. C. Boddington reports that the rainfall registered at Upper Plain for the 24 hours up till 9 a.m. on Tuesday was 25 points.	[288, 931, 418, 955]
divider	[426, 105, 554, 108]
paragraph: The "Spectator" says the cruise of the United States Navy ought to mean peace in the Pacific, if mischief-makers are not allowed to represent the navy as a weapon to be used in race-feud between English-speaking peoples and Asiatics.	[975, 765, 1106, 805]
paragraph: A slight mishap occurred at Taumarunui early this morning. The engine, which had been despatched to take in water, ran back too quickly, the result being a severe concussion felt throughout the train. Some of the windows in the end doors of the carriages were shattered and several passengers roused from their slumbers disturbed, otherwise no damage was done.	[837, 898, 967, 962]
byline: BY TELEGRAPH—PRESS ASSOCIATION.	[297, 469, 409, 476]
paragraph: After a retirement of about half an hour, the jury returned with the answer "No" to the issue submitted, with the addition that the jury wished His Honour to deal leniently with accused.	[562, 825, 692, 858]
divider	[288, 436, 418, 437]
headline: WELLINGTON.	[601, 1070, 661, 1080]
advertisement: The purchase of a piano is a matter which should be thought of at once. The instrument is not only for sale; but it has to meet the many conditions of quality, tone and price, which the reader will carefully consider. There is still another point which should always weigh with you—that is the guarantee—buy your piano from a firm which has a reputation for fair dealing, and from whom you will not run the risk of a bad purchase. Sole agents for the celebrated Broadwood pianos.	[288, 965, 418, 1053]
paragraph: The doctors' request that they be allowed the privilege to charge the full fees for attendance on patients at the hospital who are able to pay the full medical fees was rejected.	[975, 1002, 1106, 1035]
divider	[562, 252, 692, 253]
subheadline: ATTACK ON A GAOL.	[868, 272, 944, 281]
column-divider	[147, 34, 148, 1534]
paragraph: The Moana arrived from Sydney early this morning. Captain Newton reports that he called off Lord Howe Island and waited there three hours, but saw nothing of the crew landed from the disabled steamer Hawea. He left instructions for them on return to Sydney by the search steamer due at Lord Howe Island to-day. Captain Newton sighted a Tyser steamer and a foreign barque, neither of which had seen the Hawea. He believes the Hawea has drifted north between Lord Howe Island and Elizabeth Reef, or between Elizabeth Reef and Middleton Reef. The Moana experienced heavy easterly winds in the locality of Lord Howe Island.	[426, 801, 554, 914]
paragraph: The "Standard" accuses Mr Lloyd George and Mr Churchill of assuming charge of foreign affairs with a view to ousting Sir E. Grey.	[562, 335, 692, 359]
divider	[700, 105, 829, 108]
column-6	[700, 34, 829, 1534]
paragraph: Washington telegrams state that part of the United States Fleet will visit Genoa and Naples, and possibly Leghorn and Palermo.	[975, 842, 1106, 866]
paragraph: Hains declares that Annis ruined his young wife.	[426, 254, 554, 270]
divider	[426, 1081, 554, 1082]
divider	[12, 1029, 143, 1030]
advertisement: A sore throat may be quickly cured by a plaster of flannel bandage dampened with Chamberlain's Pain Balm. A sore back, a pain in the side or chest, should be treated in a similar manner. Pain Balm is also famous for its cures of rheumatism. For sale by all chemists and storekeepers.	[151, 1010, 280, 1058]
headline: NAVIGATION OF THE AIR.	[853, 576, 959, 586]
subheadline: A PREMATURE AGITATION.	[582, 121, 680, 130]
paragraph: The Prime Minister expresses himself as well pleased with the trial trips that have been made. They have demonstrated that a nineteen hours' journey can be comfortably accomplished.	[837, 1063, 967, 1095]
dateline: LONDON, August 17.	[632, 292, 692, 300]
subheadline: PALMERSTON NORTH PROTEST.	[299, 458, 415, 467]
paragraph: A letter posted in Dunedin by Messrs Finlayson & Son, to a person in Christchurch, Canterbury, has had some varied experiences. It was addressed to a gentleman at Christ College, and as there was a Bill inside, it may safely be assumed that the person for whom it was intended was a student. Some person unknown added England to the address, with the result that the letter was sent Home. From England it went to Ireland, over the ground of part of which country it must have travelled, as the envelope now has twenty two postmarks on it and is covered with addresses on the front and back. It was posted on February 29th, and was returned last Thursday, August 13th.	[151, 229, 280, 349]
byline: BY TELEGRAPH—PRESS ASSOCIATION.	[846, 709, 958, 715]
divider	[700, 841, 829, 842]
advertisement: The most successful substitute for whole milk in any part of the World is the "GILRUTH" Calf Food. Its fame has spread beyond this Dominion, and already large quantities are being used in Australia and Great Britain. It rears strong healthy calves with a sound constitution. Rear your calves on it if you want profitable milkers. Obtainable from W. F. C. A. Ltd., All branches.	[426, 1095, 554, 1159]
headline: NO SIGNS OF THE STEAMER.	[435, 782, 553, 792]
paragraph: Mr G. F. Wake, a Liberal candidate for the Egmont seat, addressed a meeting at Eltham last night. He defended the Government. Dennis, contrasted the idea that the Government were opposed to the farmers, and suggested an amendment of the Arbitration Act to making union thereof a sum with the Government before they registered, and so far, and favoured retention of the present three-fifths majority. A vote of thanks was given the candidate.	[700, 756, 829, 837]
divider	[975, 1185, 1106, 1186]
divider	[426, 386, 554, 387]
received-line: Received August 18, 11.15 p.m.	[864, 493, 948, 501]
column-1	[12, 34, 143, 1534]
headline: OBITUARY.	[471, 500, 517, 510]
subheadline: CAPTAIN EDWIN'S REPORT.	[307, 853, 407, 862]
dateline: WELLINGTON, August 18.	[891, 1020, 967, 1028]
divider	[288, 548, 418, 549]
headline: ACCIDENTS AND FATALITIES.	[296, 637, 418, 647]
paragraph: We very much fear, remarks the "Marlborough Express," that the time of the session will continue to be frittered away till at its close there will be another lamentable record of opportunities lost and good intentions unrealised. How true it is that we are so well governed as we deserve to be! The time is at hand for the electors to assert themselves and remove the reproach of being badly governed by selecting as their representatives a body of men who will more faithfully discharge their duties and be less inclined to waste time in endless talk, or run away from their legislative tasks upon every excuse that arises. If the electors rise to the necessities of the occasion, it may be safely predicted that none of those now privileged to write M.P. after their names will not retain that honour when the elections are over.	[12, 311, 143, 456]
received-line: Received August 18, 8.40 a.m.	[1004, 747, 1085, 755]
divider	[837, 105, 967, 108]
dateline: CHRISTCHURCH, August 18.	[335, 580, 418, 587]
dateline: LONDON, August 17.	[1046, 832, 1106, 840]
received-line: Received August 18, 9.30 a.m.	[454, 519, 534, 527]
paragraph: The "Telegraph" says:—"The Government is considering the offer of financiers to find one hundred millions pounds on nominal terms to meet the necessities of the fleet without disorganising the annual Budgets. This offer of aid has been caused by the renewed competition in naval armaments abroad, and was intended to show Britain's determination to maintain the Two Power standard. The revenues would meet normal expenditure, and the loan fund special requirements. The "Telegraph" adds that an influential section of the Cabinet supports acceptance of the offer.	[562, 360, 692, 464]
paragraph: The special train with the Parliamentary party which visited Auckland for fleet week left Auckland on the return journey to Wellington last night at 10.20 p.m., the advertised time, steaming out of the station to the minute. The train carries a few passengers more than on the outward trip, and is due to arrive in Wellington at 6.10 p.m. this evening. At the present stage of the journey it is about half an hour behind time. The trip on this occasion is being accomplished under weather conditions presenting a complete contrast to those prevailing on the outward journey. All day yesterday torrential rain fell in Auckland, and ever since the journey started rain has continued with but one gleam of sunshine of half a minute's duration on the Waimarino Plain. Tongariro, Ngaruhoe and Ruapehu, which last week were seen to perfection bathed in sunlight, were this morning invisible owing to mist.	[837, 727, 967, 879]
dateline: BERLIN, August 17.	[636, 139, 692, 147]
paragraph: The "Daily Mail's" New York correspondent states that owing to the crimes committed by negroes against white women, lynching regimes are imminent in Rossie and Galveston.	[837, 299, 967, 332]
paragraph: The friends of Mrs Dalziel, of Manawa, will regret to hear that she is very ill.	[288, 43, 418, 59]
divider	[700, 725, 829, 726]
paragraph: William Grant McKay was found guilty at the Supreme Court, to-day, of stealing clothing from the steamer Rotorua. He was remanded for sentence.	[562, 1089, 692, 1121]
dateline: PALMERSTON N., August 18.	[334, 478, 418, 486]
